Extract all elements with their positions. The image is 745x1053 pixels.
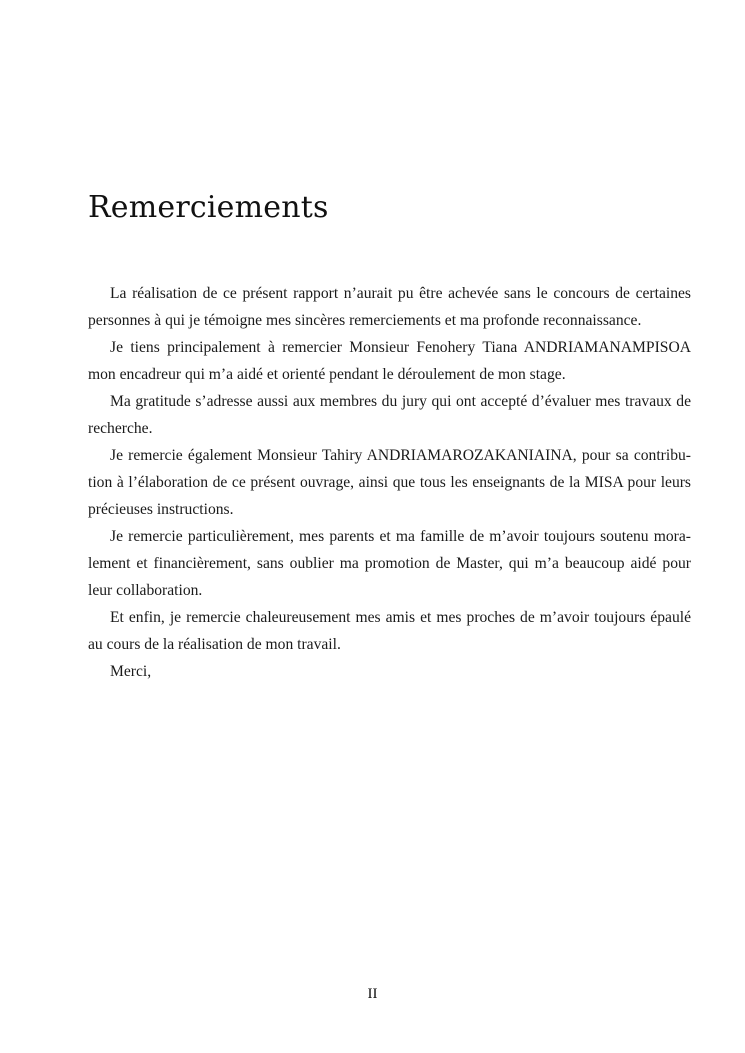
acknowledgements-body	[88, 280, 691, 685]
paragraph-contributor: Je remercie également Monsieur Tahiry ANDRIAMAROZAKANIAINA, pour sa contribution à l’élaboration de ce présent ouvrage, ainsi que tous les enseignants de la MISA pour leurs précieuses instructions.	[88, 447, 691, 518]
page-title: Remerciements	[88, 190, 329, 225]
paragraph-supervisor: Je tiens principalement à remercier Monsieur Fenohery Tiana ANDRIAMANAMPISOA mon encadreur qui m’a aidé et orienté pendant le déroulement de mon stage.	[88, 339, 691, 383]
paragraph-friends: Et enfin, je remercie chaleureusement mes amis et mes proches de m’avoir toujours épaulé au cours de la réalisation de mon travail.	[88, 609, 691, 653]
paragraph-jury: Ma gratitude s’adresse aussi aux membres du jury qui ont accepté d’évaluer mes travaux de recherche.	[88, 393, 691, 437]
closing-text: Merci,	[110, 663, 152, 680]
paragraph-intro: La réalisation de ce présent rapport n’aurait pu être achevée sans le concours de certaines personnes à qui je témoigne mes sincères remerciements et ma profonde reconnaissance.	[88, 285, 691, 329]
paragraph-family: Je remercie particulièrement, mes parents et ma famille de m’avoir toujours soutenu moralement et financièrement, sans oublier ma promotion de Master, qui m’a beaucoup aidé pour leur collaboration.	[88, 528, 691, 599]
page-number: II	[367, 986, 378, 1002]
